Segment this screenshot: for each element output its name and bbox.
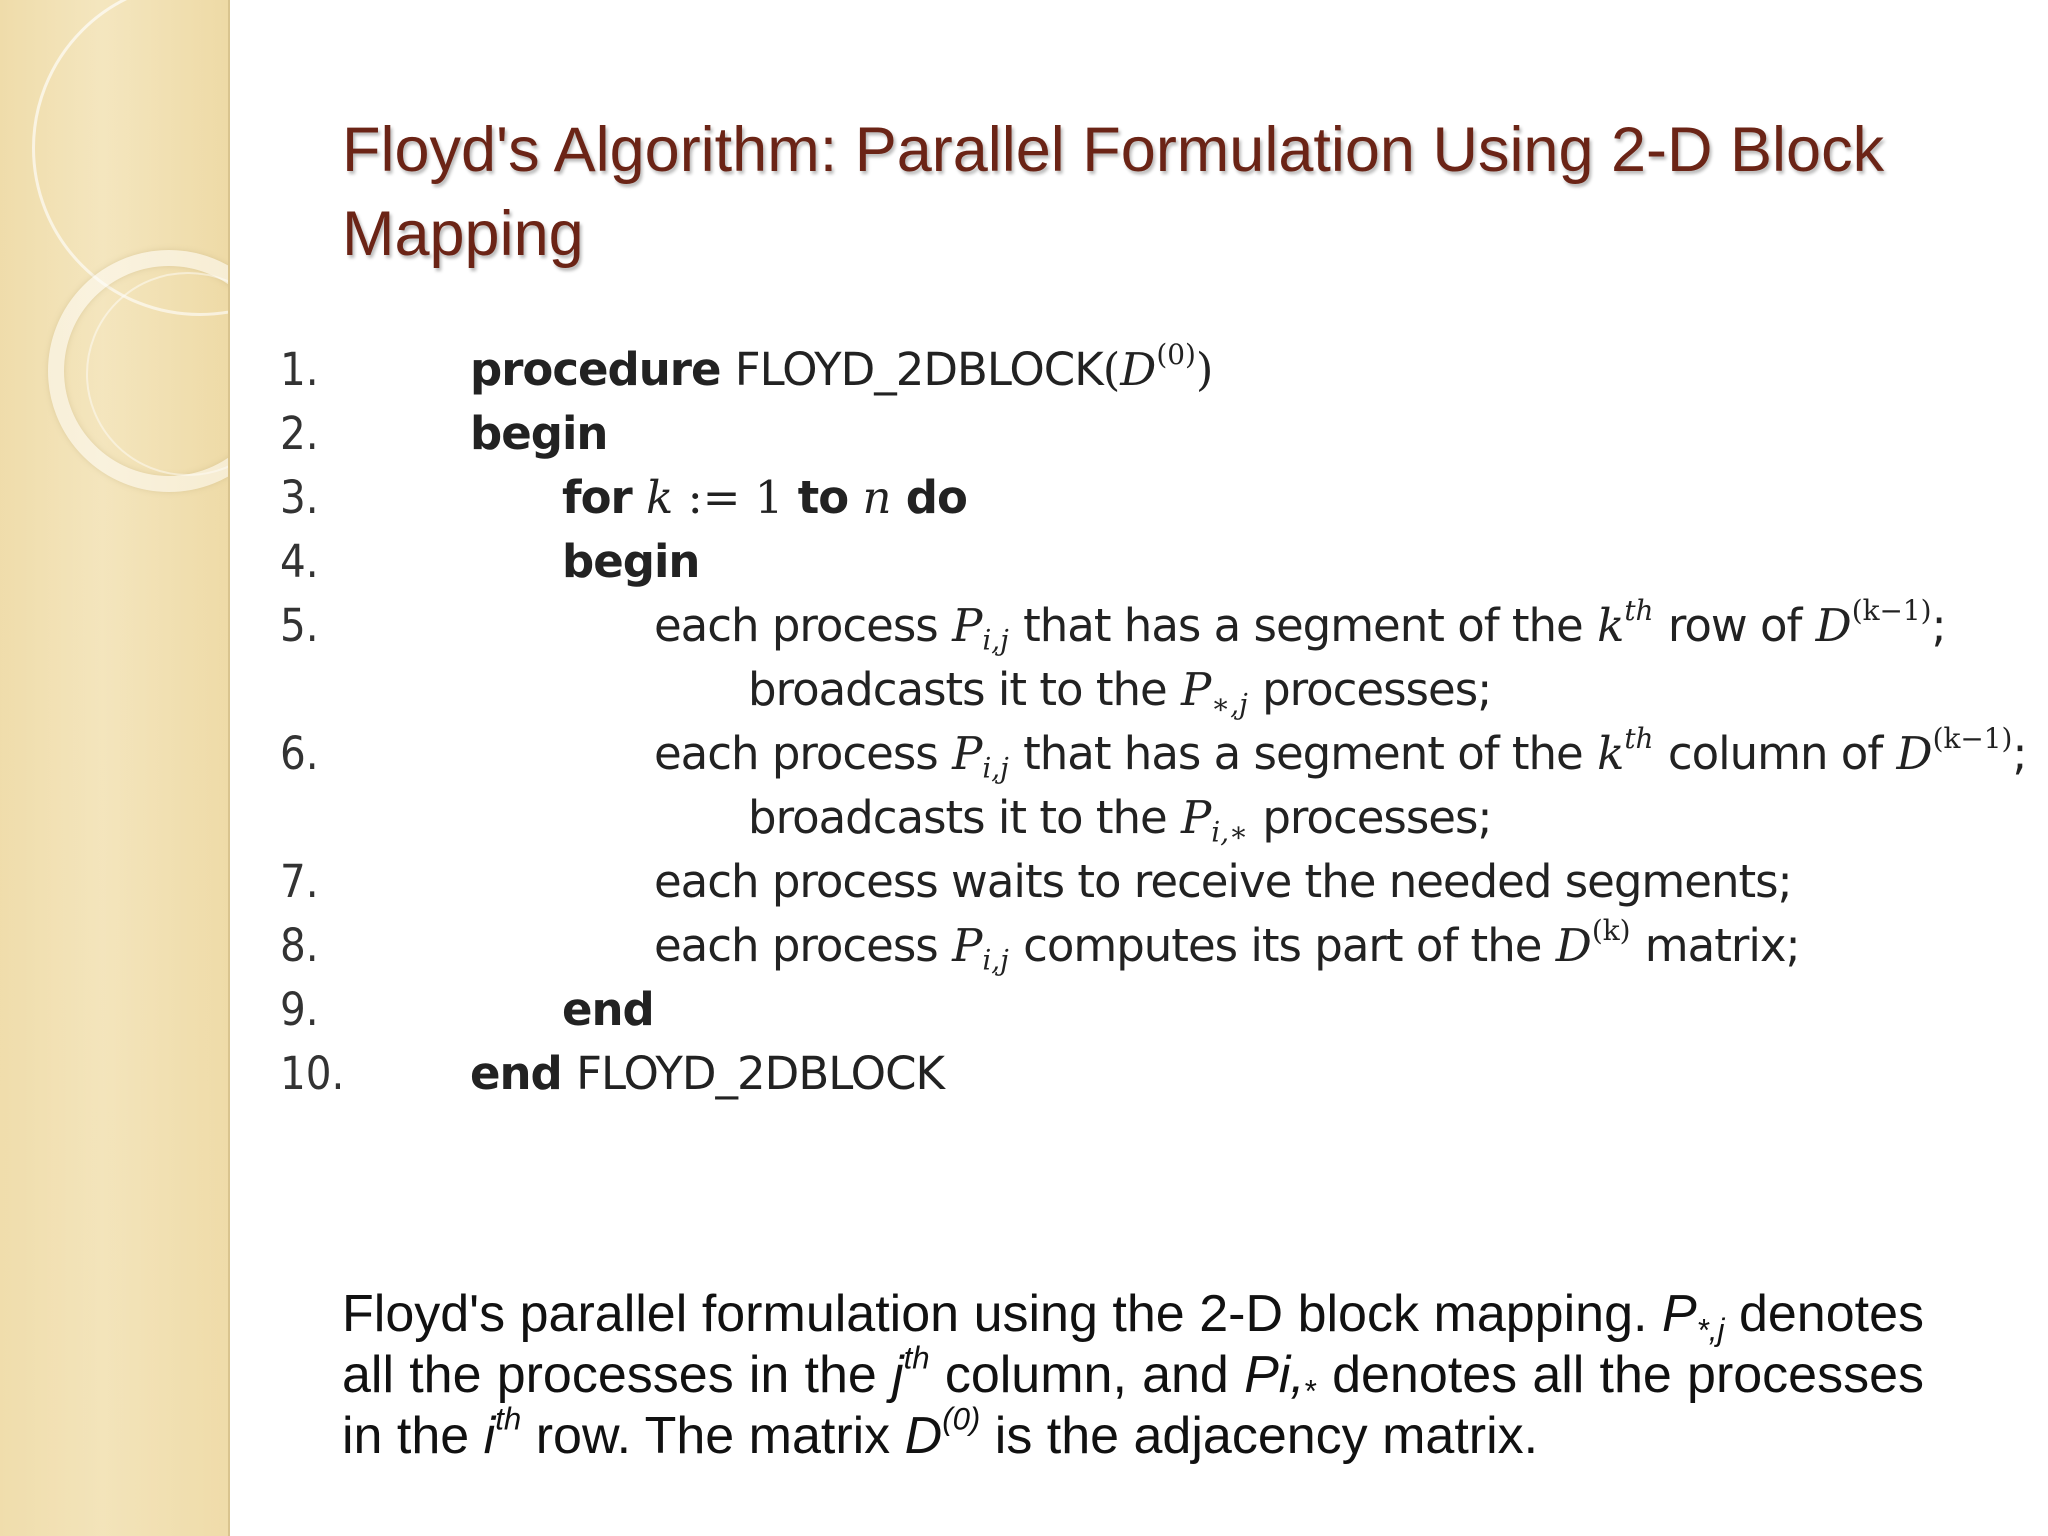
process-subscript: i,∗ [1211, 815, 1249, 849]
keyword-do: do [905, 471, 967, 524]
superscript: (0) [1156, 338, 1196, 372]
k-symbol: k [1597, 599, 1625, 652]
line-number: 9. [280, 983, 319, 1036]
loop-variable: k [646, 471, 674, 524]
k-symbol: k [1597, 727, 1625, 780]
statement-text: column of [1667, 727, 1883, 780]
line-number: 2. [280, 407, 319, 460]
keyword-begin: begin [562, 535, 700, 588]
algorithm-line [280, 722, 2028, 786]
algorithm-line [280, 594, 2020, 658]
line-number: 7. [280, 855, 319, 908]
superscript: th [1624, 594, 1654, 628]
procedure-name: FLOYD_2DBLOCK [734, 343, 1103, 396]
matrix-symbol: D [1120, 343, 1157, 396]
process-symbol: P [1181, 791, 1212, 844]
caption-text: column, and [944, 1346, 1229, 1404]
superscript: th [1624, 722, 1654, 756]
algorithm-line [280, 402, 2020, 466]
algorithm-line: 1. procedure $FLOYD\_2DBLOCK(D^{(0)})$ [280, 338, 2020, 402]
statement-text: row of [1667, 599, 1802, 652]
process-symbol: P [952, 727, 983, 780]
line-number: 1. [280, 343, 319, 396]
statement-text: each process waits to receive the needed segments; [654, 855, 1792, 908]
process-symbol: P [952, 599, 983, 652]
caption-subscript: * [1304, 1373, 1317, 1409]
algorithm-line [280, 466, 2020, 530]
caption-symbol: D [904, 1407, 943, 1465]
process-symbol: P [1181, 663, 1212, 716]
decorative-side-band [0, 0, 230, 1536]
keyword-for: for [562, 471, 632, 524]
line-number: 4. [280, 535, 319, 588]
statement-text: each process [654, 919, 938, 972]
keyword-end: end [470, 1047, 562, 1100]
superscript: (k−1) [1851, 594, 1932, 628]
statement-text: broadcasts it to the [748, 791, 1167, 844]
procedure-name: FLOYD_2DBLOCK [576, 1047, 945, 1100]
statement-text: that has a segment of the [1023, 599, 1583, 652]
line-number: 3. [280, 471, 319, 524]
statement-text: computes its part of the [1023, 919, 1542, 972]
statement-text: processes; [1262, 663, 1492, 716]
statement-text: matrix; [1644, 919, 1800, 972]
matrix-symbol: D [1896, 727, 1933, 780]
caption-text: Floyd's parallel formulation using the 2-D block mapping. [342, 1285, 1648, 1343]
caption-text: denotes all the processes in the [342, 1285, 1924, 1404]
caption-text: is the adjacency matrix. [994, 1407, 1539, 1465]
keyword-procedure: procedure [470, 343, 721, 396]
process-subscript: ∗,j [1211, 687, 1248, 721]
caption-symbol: i [483, 1407, 496, 1465]
caption-text: denotes all the processes in the [342, 1346, 1925, 1465]
statement-text: that has a segment of the [1023, 727, 1583, 780]
assign-operator: := [687, 471, 741, 524]
algorithm-listing [280, 338, 2028, 1106]
semicolon: ; [1931, 599, 1947, 652]
process-subscript: i,j [982, 623, 1009, 657]
statement-text: each process [654, 599, 938, 652]
process-symbol: P [952, 919, 983, 972]
statement-text: broadcasts it to the [748, 663, 1167, 716]
caption-symbol: Pi, [1244, 1346, 1305, 1404]
matrix-symbol: D [1815, 599, 1852, 652]
superscript: (k) [1591, 914, 1631, 948]
caption-subscript: *,j [1696, 1312, 1725, 1348]
slide-title: Floyd's Algorithm: Parallel Formulation Using 2-D Block Mapping [342, 115, 1885, 269]
caption-symbol: j [892, 1346, 904, 1404]
loop-bound: n [862, 471, 892, 524]
process-subscript: i,j [982, 751, 1009, 785]
line-number: 10. [280, 1047, 345, 1100]
superscript: (k−1) [1932, 722, 2013, 756]
loop-start: 1 [754, 471, 784, 524]
line-number: 5. [280, 599, 319, 652]
caption-symbol: P [1661, 1285, 1697, 1343]
line-number: 8. [280, 919, 319, 972]
figure-caption [342, 1284, 1924, 1467]
semicolon: ; [2012, 727, 2028, 780]
algorithm-line-continuation [280, 658, 2020, 722]
algorithm-line [280, 850, 2020, 914]
caption-superscript: th [495, 1401, 522, 1437]
matrix-symbol: D [1555, 919, 1592, 972]
caption-text: row. The matrix [535, 1407, 891, 1465]
algorithm-line [280, 978, 2020, 1042]
statement-text: processes; [1262, 791, 1492, 844]
keyword-end: end [562, 983, 654, 1036]
algorithm-line [280, 530, 2020, 594]
line-number: 6. [280, 727, 319, 780]
caption-superscript: (0) [942, 1401, 981, 1437]
keyword-to: to [797, 471, 849, 524]
algorithm-line-continuation [280, 786, 2020, 850]
caption-superscript: th [903, 1340, 930, 1376]
algorithm-line [280, 914, 2020, 978]
statement-text: each process [654, 727, 938, 780]
band-shading [0, 0, 228, 1536]
process-subscript: i,j [982, 943, 1009, 977]
algorithm-line [280, 1042, 2020, 1106]
keyword-begin: begin [470, 407, 608, 460]
